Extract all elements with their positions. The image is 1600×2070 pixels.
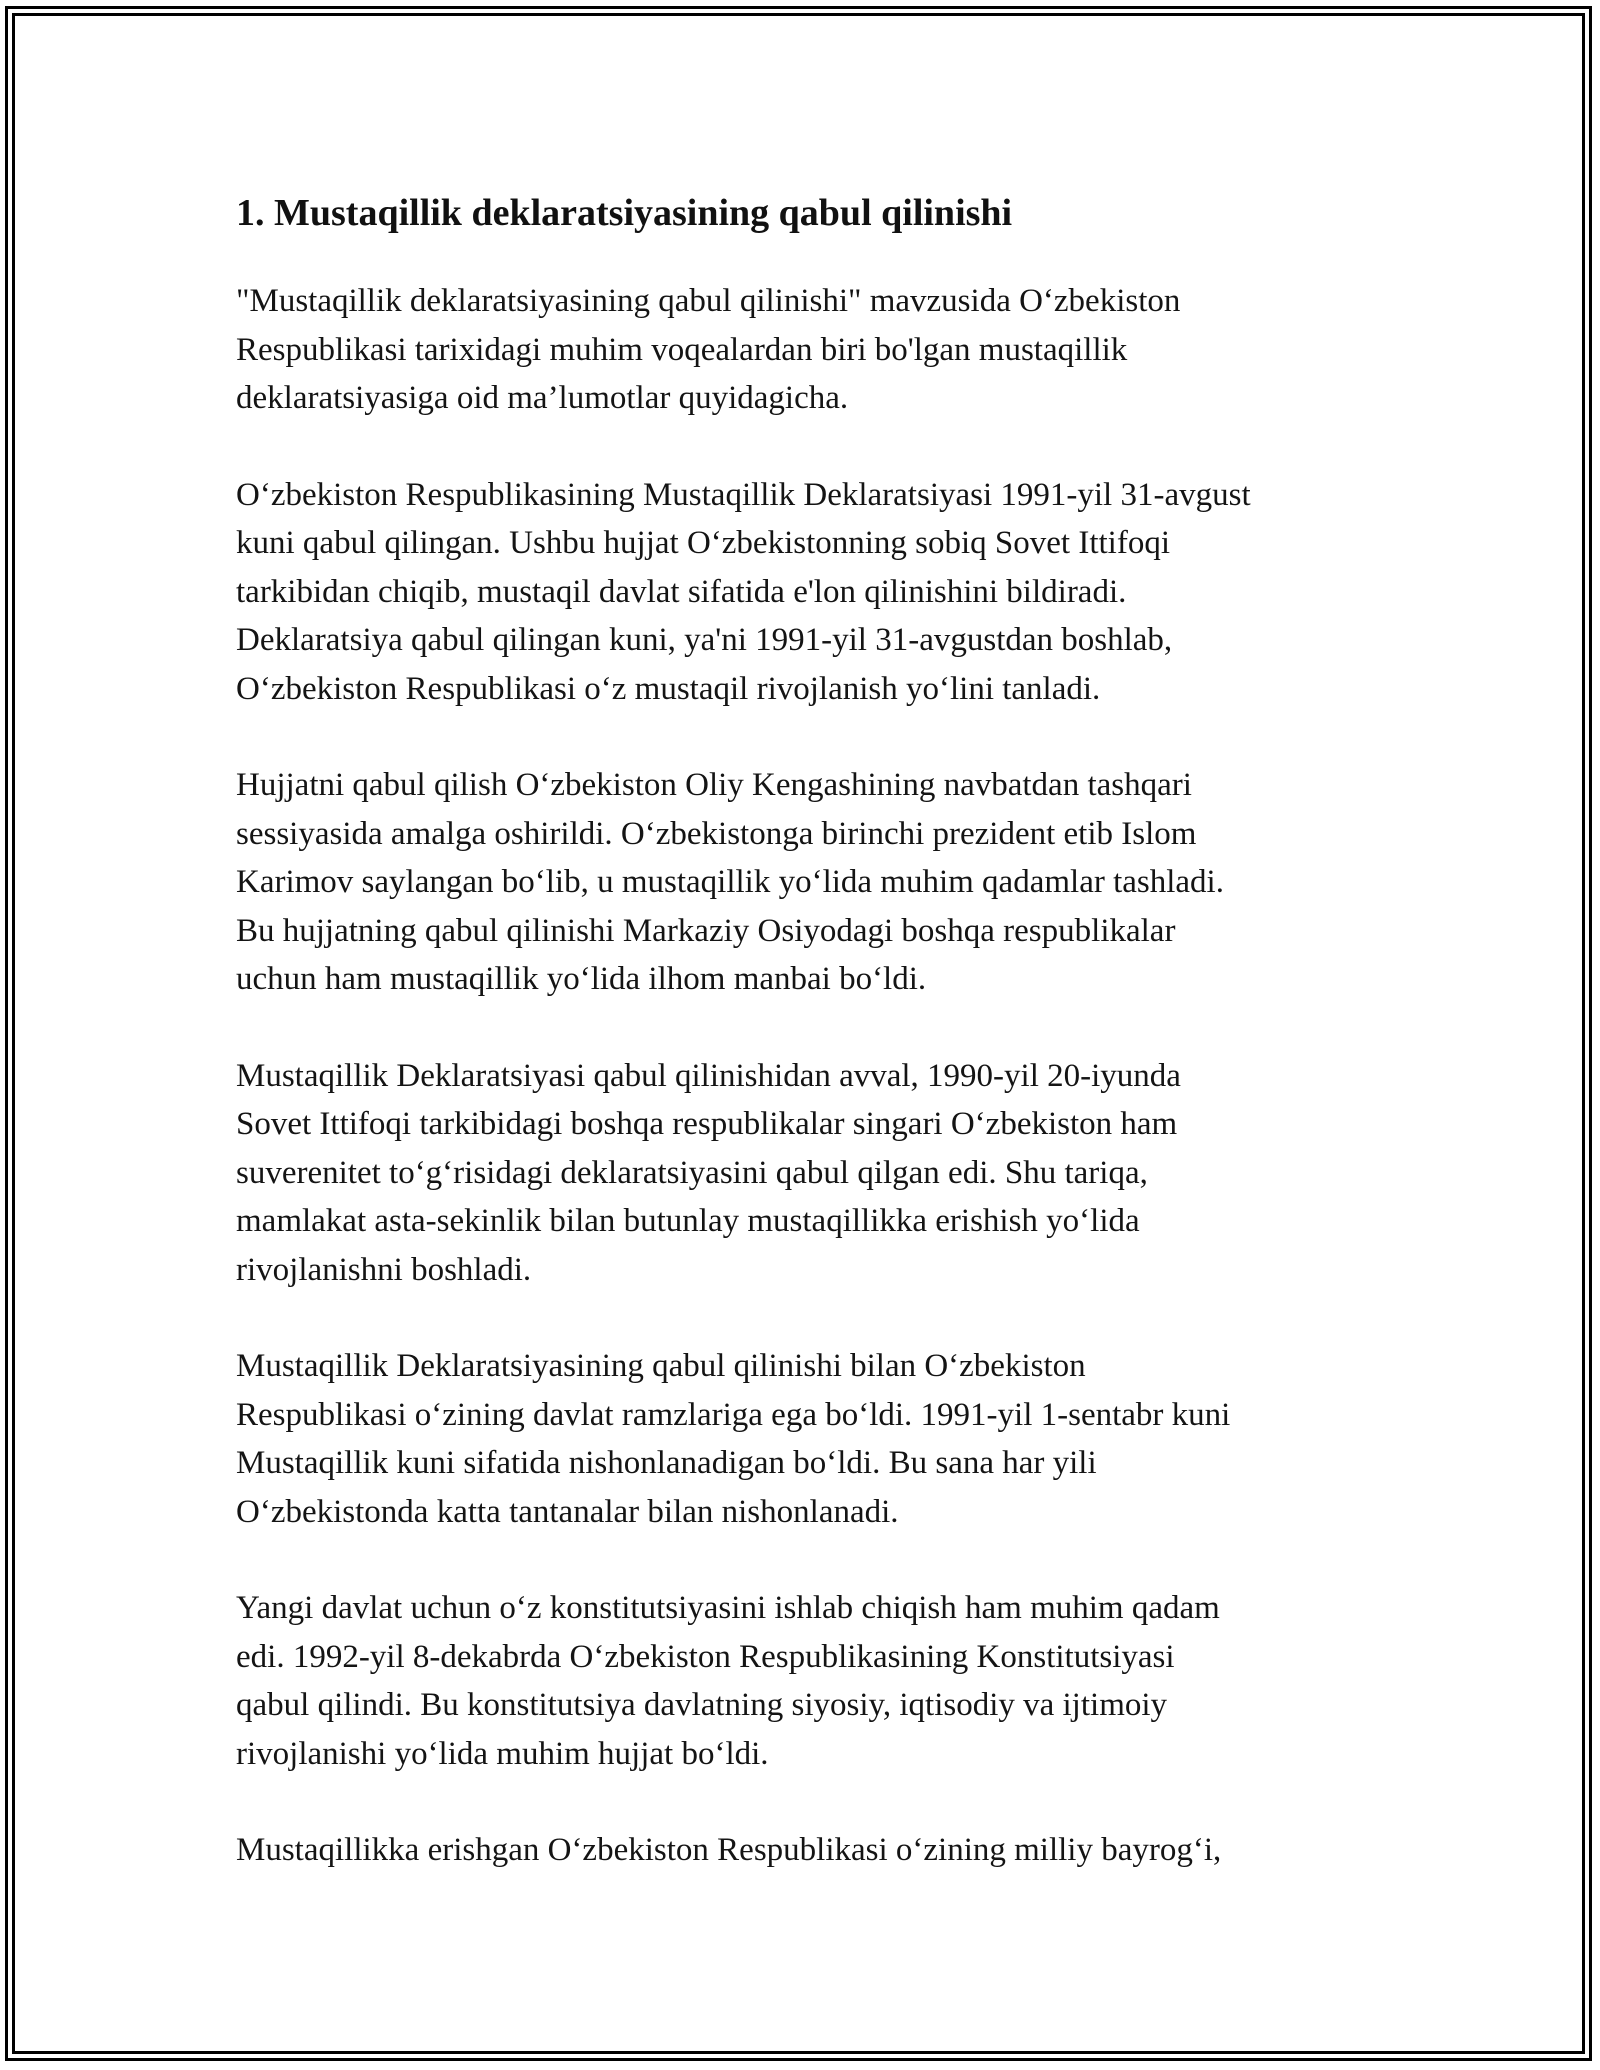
text-line: suverenitet to‘g‘risidagi deklaratsiyasini qabul qilgan edi. Shu tariqa, [236, 1154, 1148, 1191]
text-line: Respublikasi o‘zining davlat ramzlariga ega bo‘ldi. 1991-yil 1-sentabr kuni [236, 1396, 1231, 1433]
text-line: Sovet Ittifoqi tarkibidagi boshqa respublikalar singari O‘zbekiston ham [236, 1106, 1178, 1142]
text-line: tarkibidan chiqib, mustaqil davlat sifatida e'lon qilinishini bildiradi. [236, 573, 1127, 610]
text-line: Mustaqillik kuni sifatida nishonlanadigan bo‘ldi. Bu sana har yili [236, 1445, 1097, 1481]
text-line: sessiyasida amalga oshirildi. O‘zbekistonga birinchi prezident etib Islom [236, 815, 1197, 852]
paragraph-sovereignty [236, 1052, 1366, 1295]
text-line: uchun ham mustaqillik yo‘lida ilhom manbai bo‘ldi. [236, 961, 927, 997]
text-line: kuni qabul qilingan. Ushbu hujjat O‘zbekistonning sobiq Sovet Ittifoqi [236, 525, 1171, 561]
text-line: O‘zbekistonda katta tantanalar bilan nishonlanadi. [236, 1493, 899, 1530]
section-title: 1. Mustaqillik deklaratsiyasining qabul qilinishi [236, 192, 1013, 234]
text-line: rivojlanishi yo‘lida muhim hujjat bo‘ldi. [236, 1735, 769, 1772]
text-line: Karimov saylangan bo‘lib, u mustaqillik yo‘lida muhim qadamlar tashladi. [236, 864, 1224, 900]
text-line: "Mustaqillik deklaratsiyasining qabul qilinishi" mavzusida O‘zbekiston [236, 283, 1181, 319]
text-line: O‘zbekiston Respublikasining Mustaqillik Deklaratsiyasi 1991-yil 31-avgust [236, 476, 1251, 513]
text-line: qabul qilindi. Bu konstitutsiya davlatning siyosiy, iqtisodiy va ijtimoiy [236, 1687, 1168, 1723]
document-body [236, 186, 1366, 1923]
text-line: Respublikasi tarixidagi muhim voqealardan biri bo'lgan mustaqillik [236, 331, 1128, 368]
paragraph-constitution [236, 1584, 1366, 1778]
text-line: Mustaqillik Deklaratsiyasining qabul qilinishi bilan O‘zbekiston [236, 1348, 1086, 1384]
paragraph-intro [236, 277, 1366, 423]
text-line: rivojlanishni boshladi. [236, 1251, 532, 1288]
text-line: Hujjatni qabul qilish O‘zbekiston Oliy Kengashining navbatdan tashqari [236, 767, 1192, 803]
text-line: Deklaratsiya qabul qilingan kuni, ya'ni 1991-yil 31-avgustdan boshlab, [236, 622, 1173, 658]
text-line: deklaratsiyasiga oid ma’lumotlar quyidagicha. [236, 380, 849, 416]
text-line: mamlakat asta-sekinlik bilan butunlay mustaqillikka erishish yo‘lida [236, 1203, 1140, 1239]
paragraph-declaration-date [236, 471, 1366, 714]
text-line: edi. 1992-yil 8-dekabrda O‘zbekiston Respublikasining Konstitutsiyasi [236, 1638, 1175, 1675]
text-line: O‘zbekiston Respublikasi o‘z mustaqil rivojlanish yo‘lini tanladi. [236, 670, 1101, 707]
text-line: Mustaqillik Deklaratsiyasi qabul qilinishidan avval, 1990-yil 20-iyunda [236, 1057, 1181, 1094]
paragraph-national-flag [236, 1826, 1366, 1875]
text-line: Yangi davlat uchun o‘z konstitutsiyasini ishlab chiqish ham muhim qadam [236, 1590, 1220, 1626]
paragraph-supreme-council [236, 761, 1366, 1004]
text-line: Mustaqillikka erishgan O‘zbekiston Respublikasi o‘zining milliy bayrog‘i, [236, 1832, 1222, 1868]
text-line: Bu hujjatning qabul qilinishi Markaziy Osiyodagi boshqa respublikalar [236, 912, 1176, 949]
paragraph-state-symbols [236, 1342, 1366, 1536]
